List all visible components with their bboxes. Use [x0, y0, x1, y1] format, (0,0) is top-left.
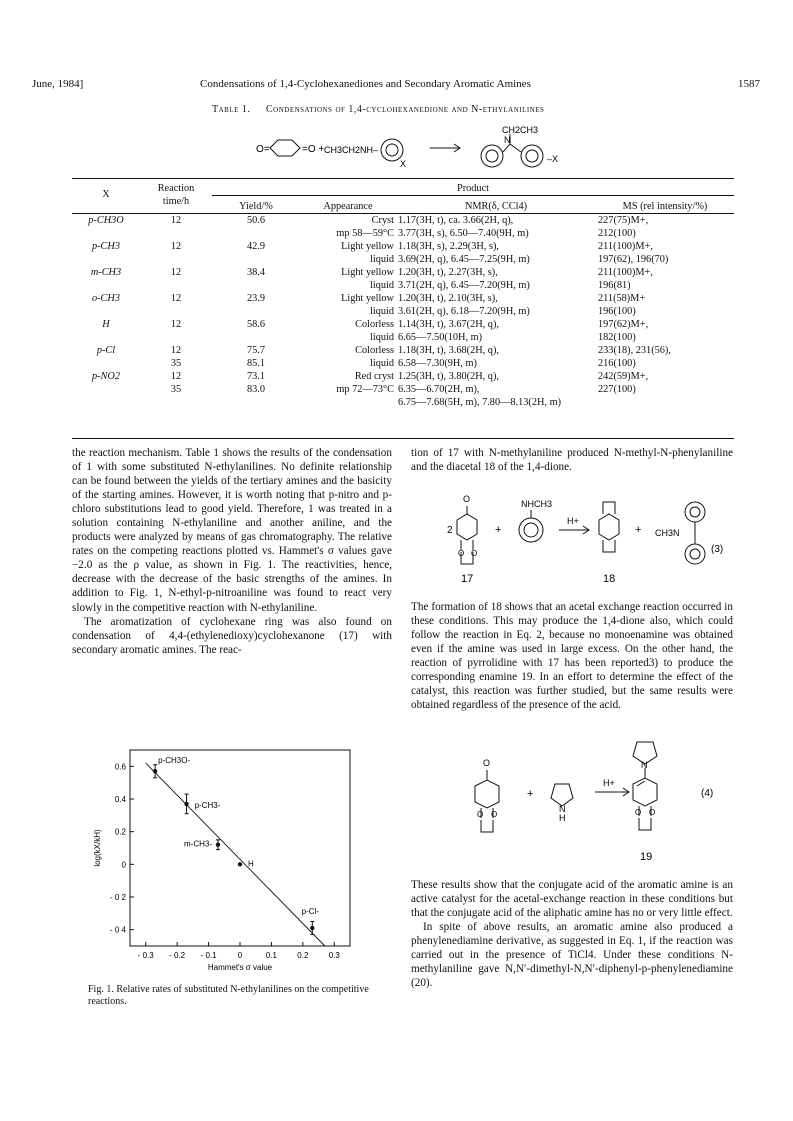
- col-head-x: X: [102, 189, 110, 200]
- table-cell: 3.71(2H, q), 6.45—7.20(9H, m): [398, 280, 530, 291]
- compound-18-label: 18: [603, 573, 616, 585]
- table-row: [72, 357, 734, 370]
- table-cell: Light yellow: [341, 267, 394, 278]
- data-point-label: m-CH3-: [184, 839, 212, 849]
- data-point: [184, 802, 188, 806]
- svg-text:O: O: [491, 810, 498, 819]
- table-cell: 211(58)M+: [598, 293, 646, 304]
- data-point: [310, 926, 314, 930]
- table-cell: 35: [170, 358, 182, 369]
- x-tick-label: 0.2: [297, 951, 309, 960]
- table-cell: 227(100): [598, 384, 636, 395]
- table-caption: Condensations of 1,4-cyclohexanedione and N-ethylanilines: [266, 104, 545, 115]
- svg-text:O: O: [483, 758, 491, 768]
- table-row: [72, 253, 734, 266]
- table-cell: 35: [170, 384, 182, 395]
- x-tick-label: - 0.1: [200, 951, 217, 960]
- equation-3: [411, 490, 733, 586]
- table-cell: H: [102, 319, 110, 330]
- y-tick-label: 0: [121, 860, 126, 870]
- svg-text:X: X: [400, 159, 407, 169]
- table-cell: [72, 253, 140, 266]
- left-paragraph-1: the reaction mechanism. Table 1 shows the results of the condensation of 1 with some substituted N-ethylanilines. No definite relationship can be found between the yields of the tertiary amines and the basicity of the starting amines. However, it is worth noting that p-nitro and p-chloro substitutions lead to good yield. Therefore, 1 was treated in a solution containing N-ethylaniline and another aniline, and the products were analyzed by means of gas chromatography. The relative rates on the competing reactions plotted vs. Hammet's σ values gave −2.0 as the ρ value, as shown in Fig. 1. The reactivities, hence, decrease with the decrease of the basic strengths of the amines. In addition to Fig. 1, N-ethyl-p-nitroaniline was found to react very slowly in the competitive reaction with N-ethylaniline.: [72, 447, 392, 614]
- table-cell: [140, 253, 212, 266]
- table-cell: liquid: [369, 358, 394, 369]
- table-cell: [300, 396, 396, 409]
- table-row: [72, 383, 734, 396]
- table-cell: 83.0: [246, 384, 266, 395]
- table-cell: 6.35—6.70(2H, m),: [398, 384, 480, 395]
- data-point-label: p-Cl-: [301, 907, 319, 917]
- data-point-label: H: [248, 859, 254, 869]
- table-cell: [140, 396, 212, 409]
- table-cell: 38.4: [246, 267, 266, 278]
- col-head-product: Product: [212, 182, 734, 196]
- data-point-label: p-CH3-: [194, 800, 221, 810]
- table-cell: 12: [170, 319, 182, 330]
- table-cell: 211(100)M+,: [598, 241, 653, 252]
- y-tick-label: - 0 4: [109, 925, 126, 935]
- table-cell: liquid: [369, 306, 394, 317]
- table-bottom-rule: [72, 438, 734, 439]
- table-cell: Cryst: [371, 215, 394, 226]
- col-head-appearance: Appearance: [323, 201, 373, 212]
- equation-4: [411, 734, 733, 866]
- table-cell: 73.1: [246, 371, 266, 382]
- table-row: [72, 331, 734, 344]
- table-row: [72, 240, 734, 253]
- table-top-rule: [72, 178, 734, 179]
- eq3-reagent: NHCH3: [521, 499, 553, 509]
- left-paragraph-2: The aromatization of cyclohexane ring was also found on condensation of 4,4-(ethylenedioxy)cyclohexanone (17) with secondary aromatic amines. The reac-: [72, 615, 392, 656]
- table-cell: 1.17(3H, t), ca. 3.66(2H, q),: [398, 215, 514, 226]
- table-cell: [140, 331, 212, 344]
- svg-text:–X: –X: [547, 154, 559, 164]
- table-cell: mp 58—59°C: [336, 228, 394, 239]
- table-row: [72, 227, 734, 240]
- table-cell: 197(62), 196(70): [598, 254, 669, 265]
- data-point: [216, 843, 220, 847]
- table-row: [72, 266, 734, 279]
- table-cell: Colorless: [355, 319, 394, 330]
- table-row: [72, 214, 734, 228]
- table-cell: Light yellow: [341, 293, 394, 304]
- table-cell: 216(100): [598, 358, 636, 369]
- table-cell: 1.20(3H, t), 2.27(3H, s),: [398, 267, 498, 278]
- svg-text:O: O: [635, 808, 642, 817]
- scheme-product-sub: CH2CH3: [502, 125, 539, 135]
- table-cell: 182(100): [598, 332, 636, 343]
- table-cell: 3.69(2H, q), 6.45—7.25(9H, m): [398, 254, 530, 265]
- table-cell: [72, 331, 140, 344]
- svg-text:=O +: =O +: [302, 144, 325, 155]
- table-cell: p-CH3: [91, 241, 121, 252]
- plot-frame: [130, 750, 350, 946]
- svg-text:O: O: [463, 494, 471, 504]
- data-point: [153, 769, 157, 773]
- table-cell: p-NO2: [91, 371, 121, 382]
- y-tick-label: 0.2: [114, 827, 126, 837]
- table-cell: 227(75)M+,: [598, 215, 649, 226]
- compound-17-label: 17: [461, 573, 474, 585]
- eq4-catalyst: H+: [603, 778, 615, 788]
- right-column-end: [411, 878, 733, 990]
- fit-line: [146, 763, 325, 946]
- table-row: [72, 279, 734, 292]
- table-cell: [140, 279, 212, 292]
- data-point-label: p-CH3O-: [158, 756, 191, 766]
- svg-text:+: +: [527, 788, 534, 800]
- right-paragraph-1: tion of 17 with N-methylaniline produced N-methyl-N-phenylaniline and the diacetal 18 of the 1,4-dione.: [411, 447, 733, 474]
- table-cell: 196(100): [598, 306, 636, 317]
- svg-text:N: N: [504, 135, 511, 145]
- table-cell: [212, 305, 300, 318]
- table-cell: m-CH3: [90, 267, 122, 278]
- data-point: [238, 862, 242, 866]
- table-cell: [72, 396, 140, 409]
- col-head-ms: MS (rel intensity/%): [622, 201, 708, 212]
- x-tick-label: 0: [237, 951, 243, 960]
- col-head-nmr: NMR(δ, CCl4): [464, 201, 528, 212]
- table-cell: 58.6: [246, 319, 266, 330]
- table-cell: 6.65—7.50(10H, m): [398, 332, 483, 343]
- table-cell: 85.1: [246, 358, 266, 369]
- eq3-coefficient: 2: [447, 525, 453, 536]
- y-tick-label: 0.4: [114, 795, 126, 804]
- cyclohexane-ring: [270, 140, 300, 156]
- table-label: Table 1.: [212, 104, 251, 115]
- table-cell: 12: [170, 345, 182, 356]
- table-cell: [212, 227, 300, 240]
- table-cell: o-CH3: [91, 293, 121, 304]
- table-cell: 233(18), 231(56),: [598, 345, 671, 356]
- table-cell: [212, 331, 300, 344]
- svg-text:O: O: [471, 549, 478, 558]
- table-cell: 211(100)M+,: [598, 267, 653, 278]
- right-paragraph-4: In spite of above results, an aromatic amine also produced a phenylenediamine derivative, as suggested in Eq. 1, if the reaction was carried out in the presence of TiCl4. Under these conditions N-methylaniline gave N,N′-dimethyl-N,N′-diphenyl-p-phenylenediamine (20).: [411, 921, 733, 990]
- svg-text:+: +: [495, 524, 502, 536]
- x-tick-label: - 0.3: [137, 951, 154, 960]
- right-paragraph-3: These results show that the conjugate acid of the aromatic amine is an active catalyst for the acetal-exchange reaction in these conditions but that the conjugate acid of the aliphatic amine has no or very little effect.: [411, 879, 733, 920]
- svg-text:O: O: [477, 810, 484, 819]
- table-cell: p-Cl: [96, 345, 116, 356]
- svg-text:H: H: [559, 813, 566, 823]
- svg-text:+: +: [635, 524, 642, 536]
- benzene-ring: [381, 139, 403, 161]
- reaction-scheme: [250, 122, 580, 174]
- table-cell: 23.9: [246, 293, 266, 304]
- table-cell: 42.9: [246, 241, 266, 252]
- table-cell: [72, 383, 140, 396]
- eq3-number: (3): [711, 544, 724, 555]
- compound-19-label: 19: [640, 851, 653, 863]
- table-row: [72, 344, 734, 357]
- table-cell: liquid: [369, 280, 394, 291]
- table-row: [72, 318, 734, 331]
- table-cell: [72, 305, 140, 318]
- x-axis-label: Hammet's σ value: [207, 963, 273, 972]
- table-cell: 50.6: [246, 215, 266, 226]
- table-cell: mp 72—73°C: [336, 384, 394, 395]
- table-cell: 12: [170, 267, 182, 278]
- table-cell: 1.20(3H, t), 2.10(3H, s),: [398, 293, 498, 304]
- y-tick-label: 0.6: [114, 762, 126, 772]
- table-cell: [72, 357, 140, 370]
- table-cell: [212, 396, 300, 409]
- table-cell: 3.77(3H, s), 6.50—7.40(9H, m): [398, 228, 529, 239]
- table-cell: Colorless: [355, 345, 394, 356]
- x-tick-label: 0.3: [328, 951, 340, 960]
- table-cell: Light yellow: [341, 241, 394, 252]
- table-cell: liquid: [369, 254, 394, 265]
- table-cell: 12: [170, 293, 182, 304]
- x-tick-label: 0.1: [265, 951, 277, 960]
- table-cell: 1.18(3H, t), 3.68(2H, q),: [398, 345, 499, 356]
- table-cell: 75.7: [246, 345, 266, 356]
- svg-text:O: O: [458, 549, 465, 558]
- table-cell: 242(59)M+,: [598, 371, 649, 382]
- table-cell: Red cryst: [354, 371, 394, 382]
- svg-text:O=: O=: [256, 144, 270, 155]
- eq4-n-label: N: [641, 760, 648, 770]
- table-row: [72, 370, 734, 383]
- table-cell: 12: [170, 241, 182, 252]
- table-cell: 6.75—7.68(5H, m), 7.80—8.13(2H, m): [398, 397, 562, 408]
- svg-text:O: O: [649, 808, 656, 817]
- table-cell: [72, 227, 140, 240]
- table-cell: liquid: [369, 332, 394, 343]
- table-cell: [212, 253, 300, 266]
- figure-1-caption: Fig. 1. Relative rates of substituted N-ethylanilines on the competitive reactions.: [88, 984, 369, 1007]
- col-head-yield: Yield/%: [239, 201, 273, 212]
- table-cell: p-CH3O: [88, 215, 124, 226]
- y-tick-label: - 0 2: [109, 893, 126, 902]
- table-row: [72, 305, 734, 318]
- table-cell: 1.25(3H, t), 3.80(2H, q),: [398, 371, 499, 382]
- running-title: Condensations of 1,4-Cyclohexanediones and Secondary Aromatic Amines: [200, 78, 531, 90]
- table-cell: 6.58—7.30(9H, m): [398, 358, 477, 369]
- table-cell: [596, 396, 734, 409]
- x-tick-label: - 0.2: [169, 951, 186, 960]
- eq4-number: (4): [701, 788, 714, 799]
- col-head-time: time/h: [162, 196, 190, 207]
- table-cell: [212, 279, 300, 292]
- table1: [72, 182, 734, 409]
- eq3-substituent: CH3N: [655, 528, 680, 538]
- header-date: June, 1984]: [32, 78, 84, 90]
- table-cell: [140, 227, 212, 240]
- eq3-catalyst: H+: [567, 516, 579, 526]
- table-row: [72, 396, 734, 409]
- table-cell: 1.18(3H, s), 2.29(3H, s),: [398, 241, 499, 252]
- eq4-nh-label: N: [559, 804, 566, 814]
- table-cell: [140, 305, 212, 318]
- page-number: 1587: [738, 78, 760, 90]
- table-cell: 3.61(2H, q), 6.18—7.20(9H, m): [398, 306, 530, 317]
- y-axis-label: log(kX/kH): [93, 829, 102, 867]
- table-row: [72, 292, 734, 305]
- left-column: [72, 446, 392, 657]
- table-cell: [72, 279, 140, 292]
- table-cell: 1.14(3H, t), 3.67(2H, q),: [398, 319, 499, 330]
- table-cell: 197(62)M+,: [598, 319, 649, 330]
- col-head-reaction: Reaction: [157, 183, 195, 194]
- table-cell: 196(81): [598, 280, 631, 291]
- scheme-reagent: CH3CH2NH–: [324, 145, 379, 155]
- table-cell: 12: [170, 215, 182, 226]
- right-paragraph-2: The formation of 18 shows that an acetal exchange reaction occurred in these conditions. This may produce the 1,4-dione also, which could follow the reaction in Eq. 2, because no monoenamine was obtained even if the amine was used in large excess. On the other hand, the reaction of pyrrolidine with 17 has been reported3) to produce the corresponding enamine 19. In an effort to determine the effect of the catalyst, this reaction was further studied, but the same results were obtained regardless of the presence of the acid.: [411, 601, 733, 712]
- table-cell: 212(100): [598, 228, 636, 239]
- figure-1-chart: [72, 742, 392, 980]
- table-cell: 12: [170, 371, 182, 382]
